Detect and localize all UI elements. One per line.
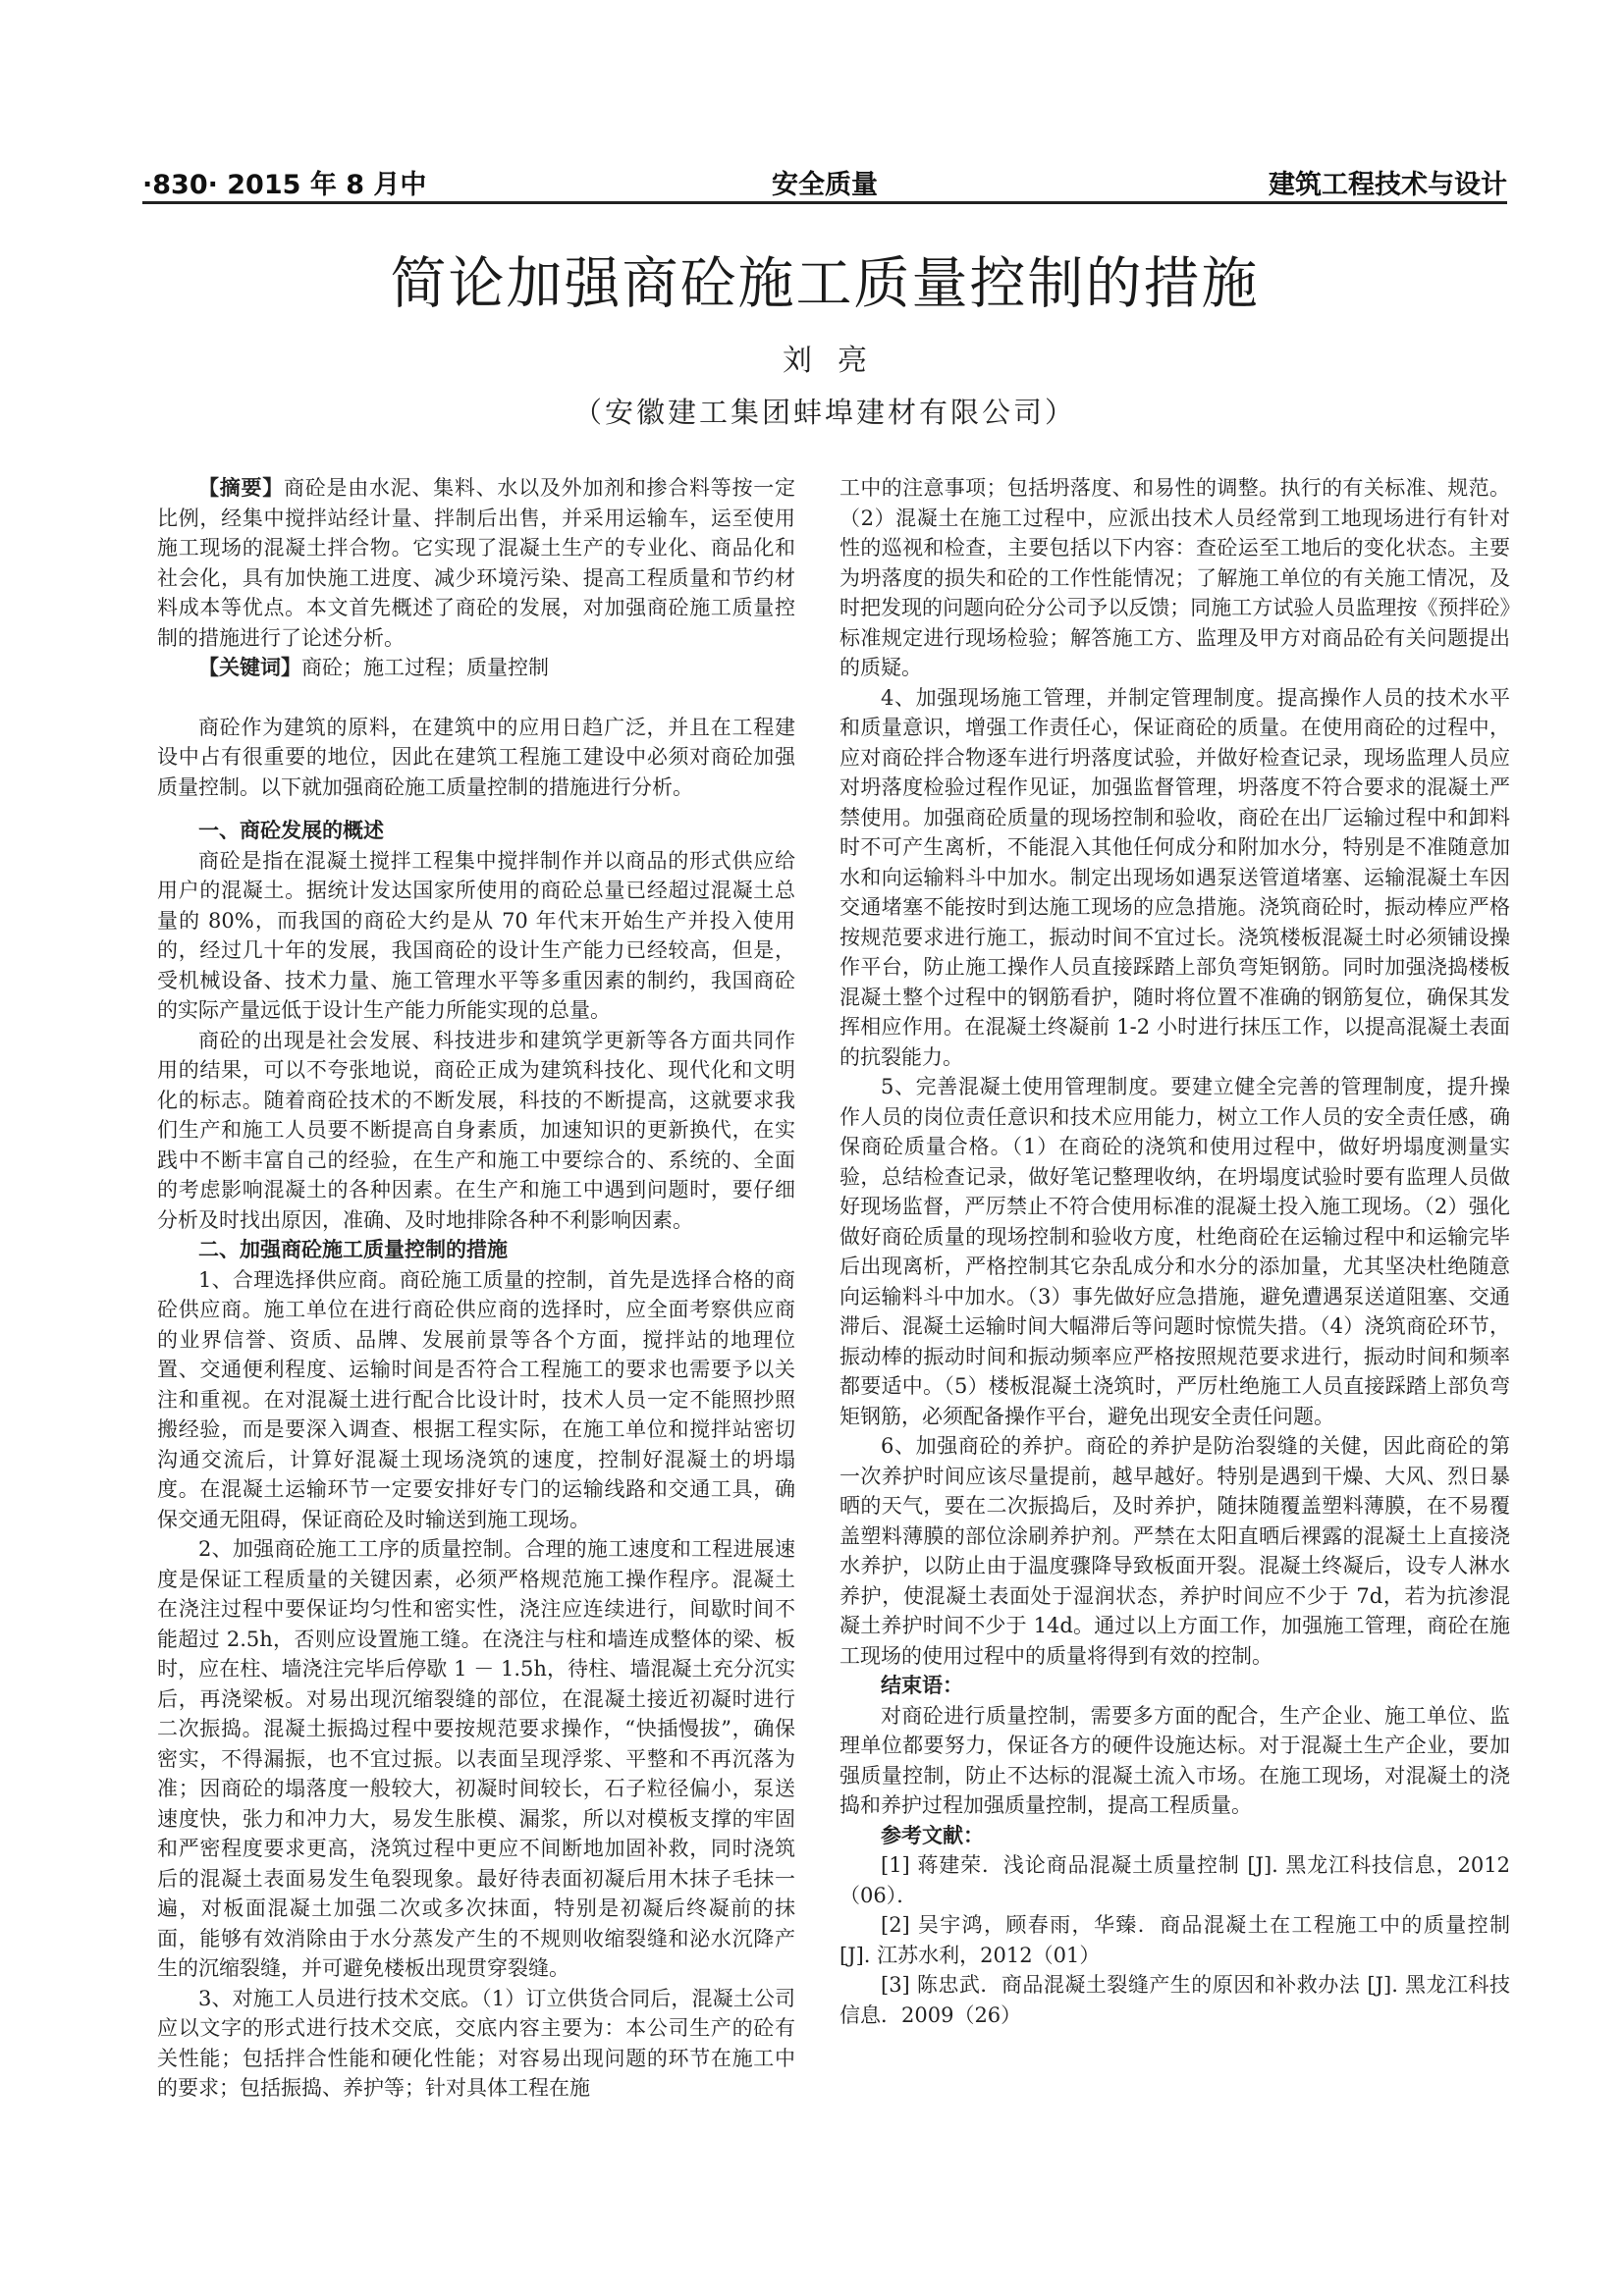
abstract <box>157 473 795 653</box>
conclusion-heading: 结束语： <box>881 1674 963 1697</box>
section1-paragraph-1: 商砼是指在混凝土搅拌工程集中搅拌制作并以商品的形式供应给用户的混凝土。据统计发达国家所使用的商砼总量已经超过混凝土总量的 80%，而我国的商砼大约是从 70 年代末开始生产并投入使用的，经过几十年的发展，我国商砼的设计生产能力已经较高，但是，受机械设备、技术力量、施工管理水平等多重因素的制约，我国商砼的实际产量远低于设计生产能力所能实现的总量。 <box>157 848 795 1022</box>
section2-item-4: 4、加强现场施工管理，并制定管理制度。提高操作人员的技术水平和质量意识，增强工作责任心，保证商砼的质量。在使用商砼的过程中，应对商砼拌合物逐车进行坍落度试验，并做好检查记录，现场监理人员应对坍落度检验过程作见证，加强监督管理，坍落度不符合要求的混凝土严禁使用。加强商砼质量的现场控制和验收，商砼在出厂运输过程中和卸料时不可产生离析，不能混入其他任何成分和附加水分，特别是不准随意加水和向运输料斗中加水。制定出现场如遇泵送管道堵塞、运输混凝土车因交通堵塞不能按时到达施工现场的应急措施。浇筑商砼时，振动棒应严格按规范要求进行施工，振动时间不宜过长。浇筑楼板混凝土时必须铺设操作平台，防止施工操作人员直接踩踏上部负弯矩钢筋。同时加强浇捣楼板混凝土整个过程中的钢筋看护，随时将位置不准确的钢筋复位，确保其发挥相应作用。在混凝土终凝前 1-2 小时进行抹压工作，以提高混凝土表面的抗裂能力。 <box>839 685 1510 1069</box>
header-rule <box>142 201 1507 204</box>
journal-name: 建筑工程技术与设计 <box>1269 170 1507 200</box>
running-header <box>142 157 1507 198</box>
article-title: 简论加强商砼施工质量控制的措施 <box>390 251 1260 316</box>
references-heading: 参考文献： <box>881 1823 984 1847</box>
section2-item-3-start: 3、对施工人员进行技术交底。（1）订立供货合同后，混凝土公司应以文字的形式进行技术交底，交底内容主要为：本公司生产的砼有关性能；包括拌合性能和硬化性能；对容易出现问题的环节在施工中的要求；包括振捣、养护等；针对具体工程在施 <box>157 1986 795 2100</box>
keywords-label: 【关键词】 <box>198 656 301 679</box>
section2-item-5: 5、完善混凝土使用管理制度。要建立健全完善的管理制度，提升操作人员的岗位责任意识和技术应用能力，树立工作人员的安全责任感，确保商砼质量合格。（1）在商砼的浇筑和使用过程中，做好坍塌度测量实验，总结检查记录，做好笔记整理收纳，在坍塌度试验时要有监理人员做好现场监督，严厉禁止不符合使用标准的混凝土投入施工现场。（2）强化做好商砼质量的现场控制和验收方度，杜绝商砼在运输过程中和运输完毕后出现离析，严格控制其它杂乱成分和水分的添加量，尤其坚决杜绝随意向运输料斗中加水。（3）事先做好应急措施，避免遭遇泵送道阻塞、交通滞后、混凝土运输时间大幅滞后等问题时惊慌失措。（4）浇筑商砼环节，振动棒的振动时间和振动频率应严格按照规范要求进行，振动时间和频率都要适中。（5）楼板混凝土浇筑时，严厉杜绝施工人员直接踩踏上部负弯矩钢筋，必须配备操作平台，避免出现安全责任问题。 <box>839 1075 1510 1428</box>
author-affiliation: （安徽建工集团蚌埠建材有限公司） <box>572 396 1076 429</box>
intro-paragraph: 商砼作为建筑的原料，在建筑中的应用日趋广泛，并且在工程建设中占有很重要的地位，因此在建筑工程施工建设中必须对商砼加强质量控制。以下就加强商砼施工质量控制的措施进行分析。 <box>157 715 795 799</box>
section-name: 安全质量 <box>772 170 878 200</box>
reference-item: [2] 吴宇鸿，顾春雨，华臻．商品混凝土在工程施工中的质量控制 [J]. 江苏水利，2012（01） <box>839 1913 1510 1967</box>
section2-item-6: 6、加强商砼的养护。商砼的养护是防治裂缝的关健，因此商砼的第一次养护时间应该尽量提前，越早越好。特别是遇到干燥、大风、烈日暴晒的天气，要在二次振捣后，及时养护，随抹随覆盖塑料薄膜，在不易覆盖塑料薄膜的部位涂刷养护剂。严禁在太阳直晒后裸露的混凝土上直接浇水养护，以防止由于温度骤降导致板面开裂。混凝土终凝后，设专人淋水养护，使混凝土表面处于湿润状态，养护时间应不少于 7d，若为抗渗混凝土养护时间不少于 14d。通过以上方面工作，加强施工管理，商砼在施工现场的使用过程中的质量将得到有效的控制。 <box>839 1434 1510 1668</box>
section-heading-2: 二、加强商砼施工质量控制的措施 <box>198 1238 508 1261</box>
section2-item-3-cont: 工中的注意事项；包括坍落度、和易性的调整。执行的有关标准、规范。（2）混凝土在施工过程中，应派出技术人员经常到工地现场进行有针对性的巡视和检查，主要包括以下内容：查砼运至工地后的变化状态。主要为坍落度的损失和砼的工作性能情况；了解施工单位的有关施工情况，及时把发现的问题向砼分公司予以反馈；同施工方试验人员监理按《预拌砼》标准规定进行现场检验；解答施工方、监理及甲方对商品砼有关问题提出的质疑。 <box>839 476 1510 679</box>
right-column <box>839 473 1510 2030</box>
section2-item-1: 1、合理选择供应商。商砼施工质量的控制，首先是选择合格的商砼供应商。施工单位在进行商砼供应商的选择时，应全面考察供应商的业界信誉、资质、品牌、发展前景等各个方面，搅拌站的地理位置、交通便利程度、运输时间是否符合工程施工的要求也需要予以关注和重视。在对混凝土进行配合比设计时，技术人员一定不能照抄照搬经验，而是要深入调查、根据工程实际，在施工单位和搅拌站密切沟通交流后，计算好混凝土现场浇筑的速度，控制好混凝土的坍塌度。在混凝土运输环节一定要安排好专门的运输线路和交通工具，确保交通无阻碍，保证商砼及时输送到施工现场。 <box>157 1267 795 1531</box>
author-name: 刘亮 <box>783 344 893 378</box>
keywords-text: 商砼；施工过程；质量控制 <box>301 656 549 679</box>
left-column <box>157 473 795 2104</box>
section-heading-1: 一、商砼发展的概述 <box>198 819 384 842</box>
abstract-label: 【摘要】 <box>198 476 284 500</box>
abstract-text: 商砼是由水泥、集料、水以及外加剂和掺合料等按一定比例，经集中搅拌站经计量、拌制后出售，并采用运输车，运至使用施工现场的混凝土拌合物。它实现了混凝土生产的专业化、商品化和社会化，具有加快施工进度、减少环境污染、提高工程质量和节约材料成本等优点。本文首先概述了商砼的发展，对加强商砼施工质量控制的措施进行了论述分析。 <box>157 476 796 650</box>
section2-item-2: 2、加强商砼施工工序的质量控制。合理的施工速度和工程进展速度是保证工程质量的关键因素，必须严格规范施工操作程序。混凝土在浇注过程中要保证均匀性和密实性，浇注应连续进行，间歇时间不能超过 2.5h，否则应设置施工缝。在浇注与柱和墙连成整体的梁、板时，应在柱、墙浇注完毕后停歇 1 － 1.5h，待柱、墙混凝土充分沉实后，再浇梁板。对易出现沉缩裂缝的部位，在混凝土接近初凝时进行二次振捣。混凝土振捣过程中要按规范要求操作，“快插慢拔”，确保密实，不得漏振，也不宜过振。以表面呈现浮浆、平整和不再沉落为准；因商砼的塌落度一般较大，初凝时间较长，石子粒径偏小，泵送速度快，张力和冲力大，易发生胀模、漏浆，所以对模板支撑的牢固和严密程度要求更高，浇筑过程中更应不间断地加固补救，同时浇筑后的混凝土表面易发生龟裂现象。最好待表面初凝后用木抹子毛抹一遍，对板面混凝土加强二次或多次抹面，特别是初凝后终凝前的抹面，能够有效消除由于水分蒸发产生的不规则收缩裂缝和泌水沉降产生的沉缩裂缝，并可避免楼板出现贯穿裂缝。 <box>157 1537 795 1980</box>
conclusion-text: 对商砼进行质量控制，需要多方面的配合，生产企业、施工单位、监理单位都要努力，保证各方的硬件设施达标。对于混凝土生产企业，要加强质量控制，防止不达标的混凝土流入市场。在施工现场，对混凝土的浇捣和养护过程加强质量控制，提高工程质量。 <box>839 1703 1510 1817</box>
section1-paragraph-2: 商砼的出现是社会发展、科技进步和建筑学更新等各方面共同作用的结果，可以不夸张地说，商砼正成为建筑科技化、现代化和文明化的标志。随着商砼技术的不断发展，科技的不断提高，这就要求我们生产和施工人员要不断提高自身素质，加速知识的更新换代，在实践中不断丰富自己的经验，在生产和施工中要综合的、系统的、全面的考虑影响混凝土的各种因素。在生产和施工中遇到问题时，要仔细分析及时找出原因，准确、及时地排除各种不利影响因素。 <box>157 1028 795 1232</box>
reference-item: [1] 蒋建荣．浅论商品混凝土质量控制 [J]. 黑龙江科技信息，2012（06）． <box>839 1853 1510 1907</box>
reference-item: [3] 陈忠武．商品混凝土裂缝产生的原因和补救办法 [J]. 黑龙江科技信息．2009（26） <box>839 1973 1510 2027</box>
page-number-date: ·830· 2015 年 8 月中 <box>142 170 427 200</box>
keywords <box>157 653 795 683</box>
